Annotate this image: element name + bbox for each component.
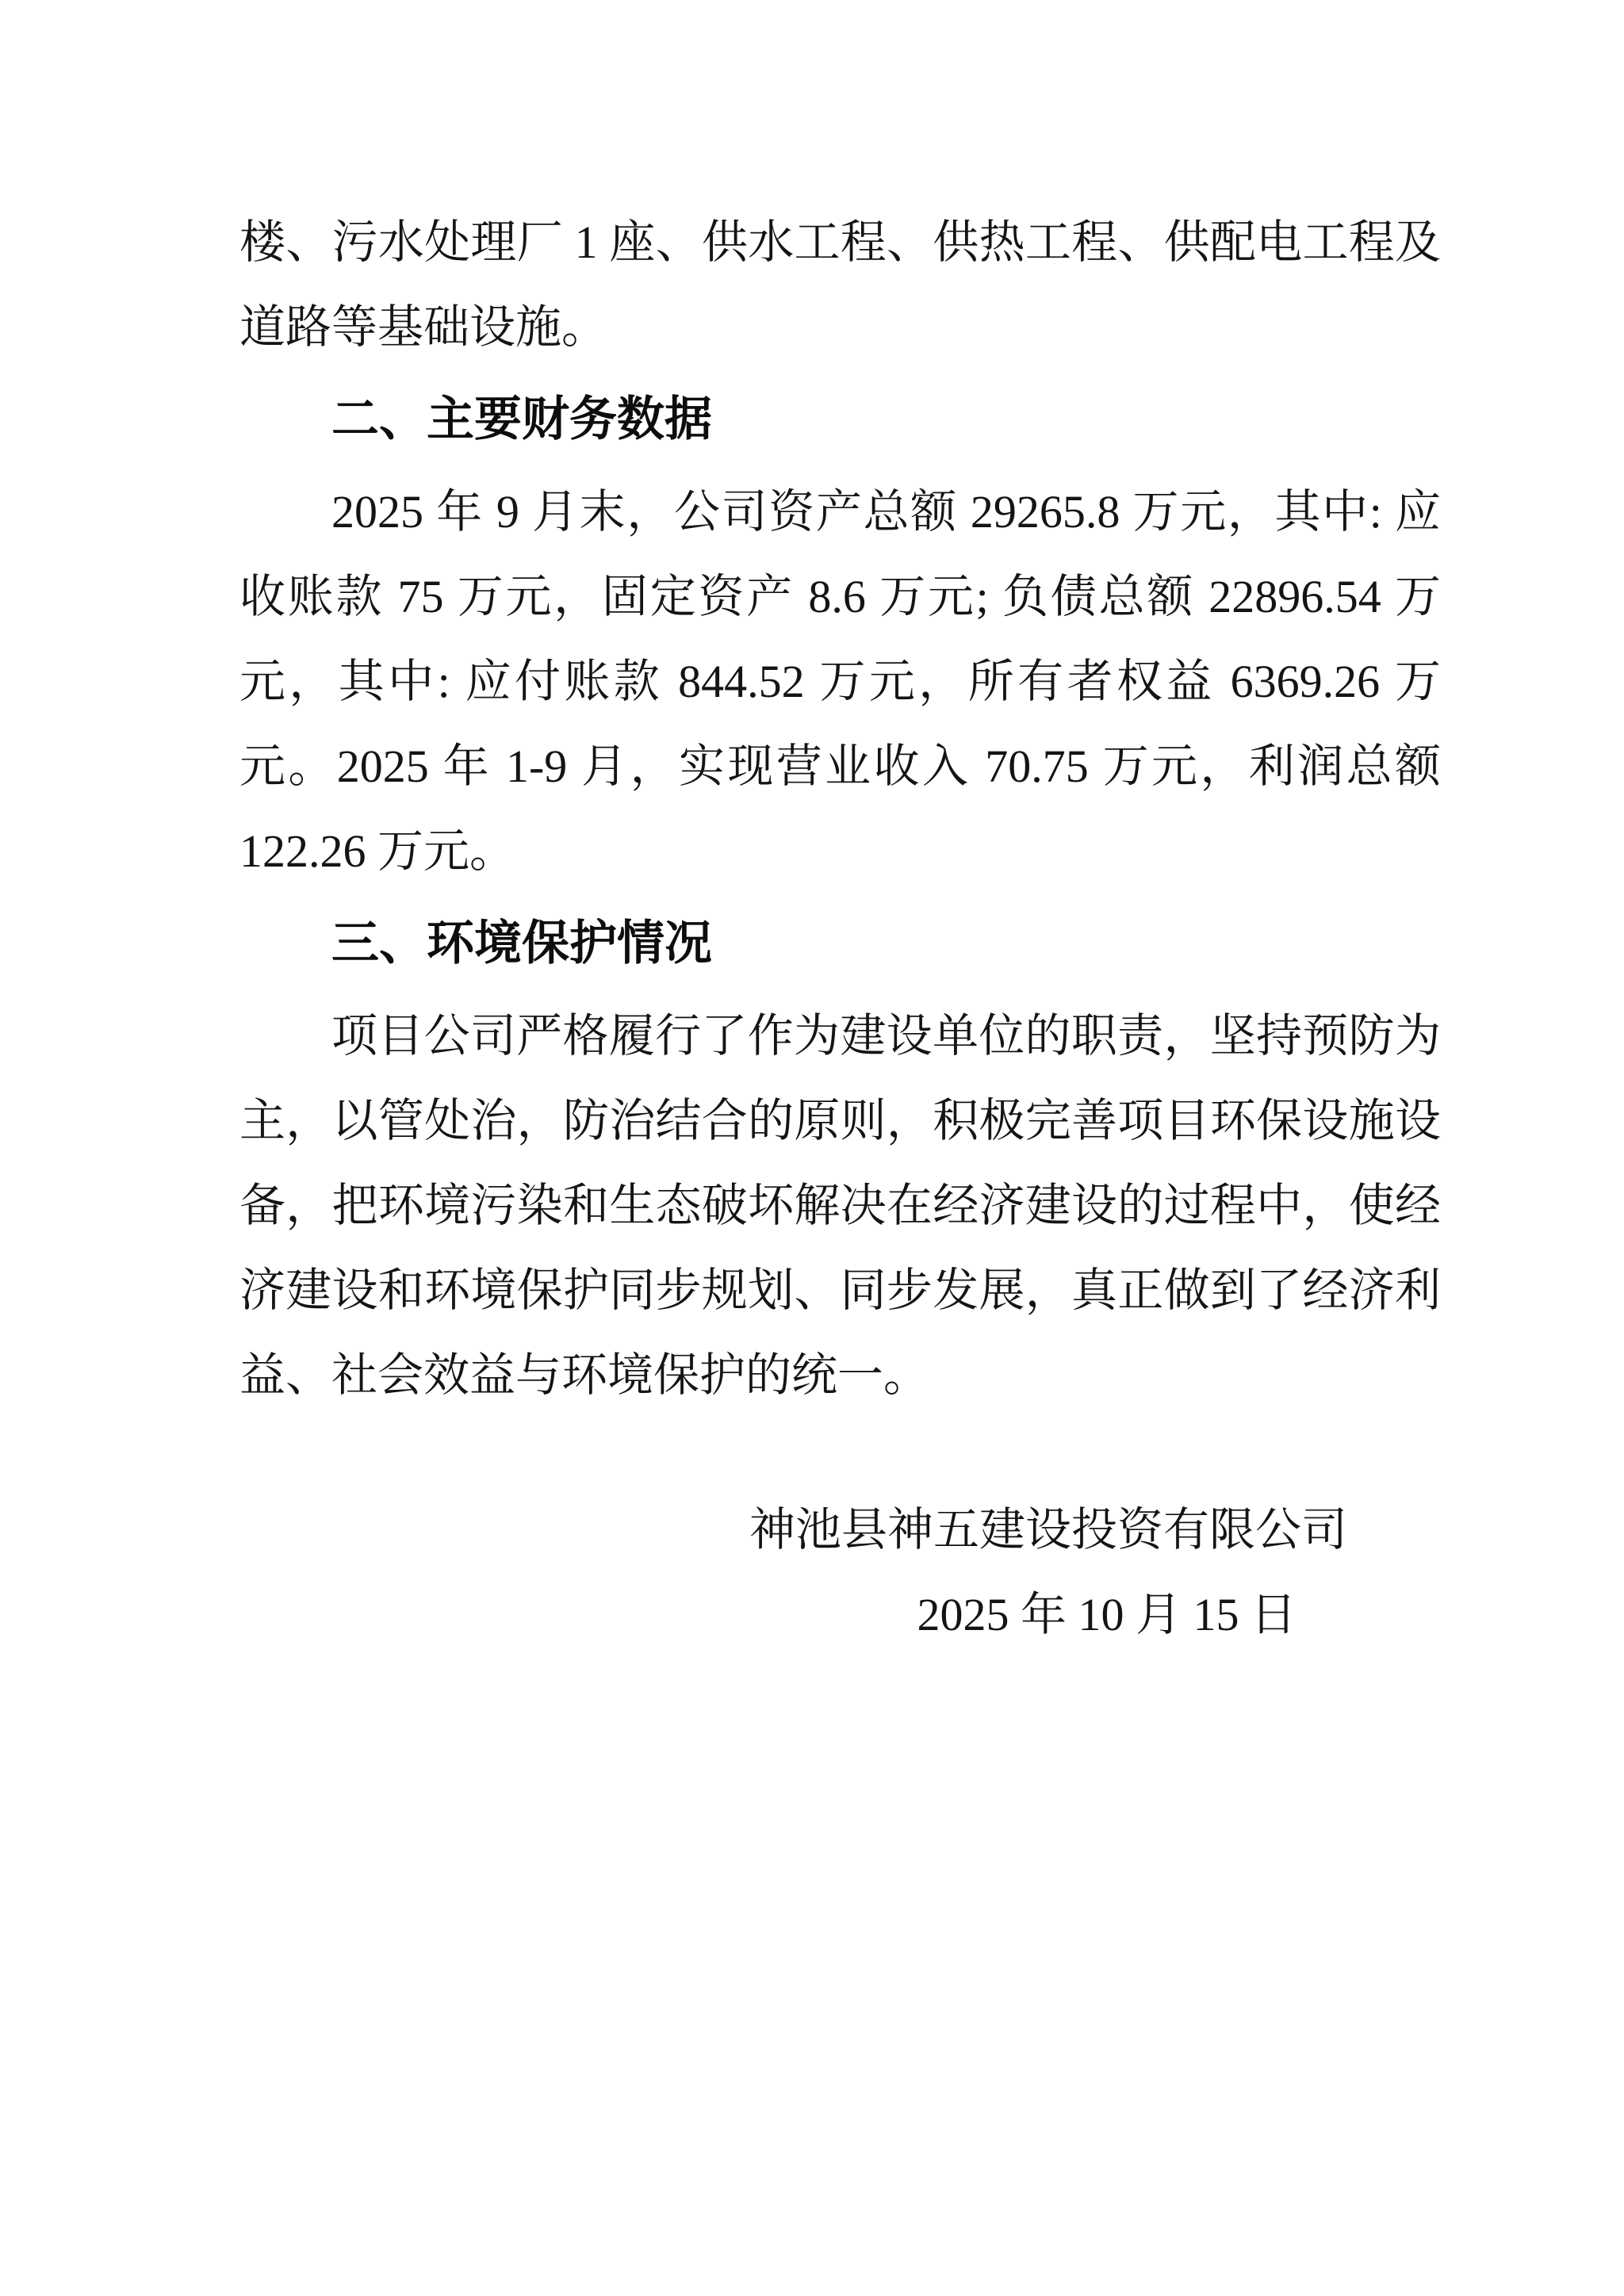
company-name: 神池县神五建设投资有限公司	[749, 1504, 1347, 1556]
intro-line: 楼、污水处理厂 1 座、供水工程、供热工程、供配电工程及	[239, 216, 1441, 268]
finance-line: 收账款 75 万元，固定资产 8.6 万元; 负债总额 22896.54 万	[239, 571, 1441, 622]
environment-line: 济建设和环境保护同步规划、同步发展，真正做到了经济利	[239, 1265, 1441, 1316]
section-heading-environment: 三、环境保护情况	[331, 916, 712, 970]
document-body	[239, 200, 1441, 1657]
environment-line: 主，以管处治，防治结合的原则，积极完善项目环保设施设	[239, 1095, 1441, 1146]
finance-line: 122.26 万元。	[239, 825, 516, 877]
intro-line: 道路等基础设施。	[239, 301, 608, 353]
signature-block	[239, 1487, 1441, 1657]
environment-line: 项目公司严格履行了作为建设单位的职责，坚持预防为	[331, 1010, 1441, 1062]
section-heading-finance: 二、主要财务数据	[331, 392, 712, 446]
finance-line: 元，其中: 应付账款 844.52 万元，所有者权益 6369.26 万	[239, 656, 1441, 707]
environment-line: 备，把环境污染和生态破坏解决在经济建设的过程中，使经	[239, 1180, 1441, 1231]
finance-line: 元。2025 年 1-9 月，实现营业收入 70.75 万元，利润总额	[239, 740, 1441, 792]
report-date: 2025 年 10 月 15 日	[917, 1589, 1297, 1640]
finance-line: 2025 年 9 月末，公司资产总额 29265.8 万元，其中: 应	[331, 486, 1441, 538]
environment-line: 益、社会效益与环境保护的统一。	[239, 1349, 930, 1401]
